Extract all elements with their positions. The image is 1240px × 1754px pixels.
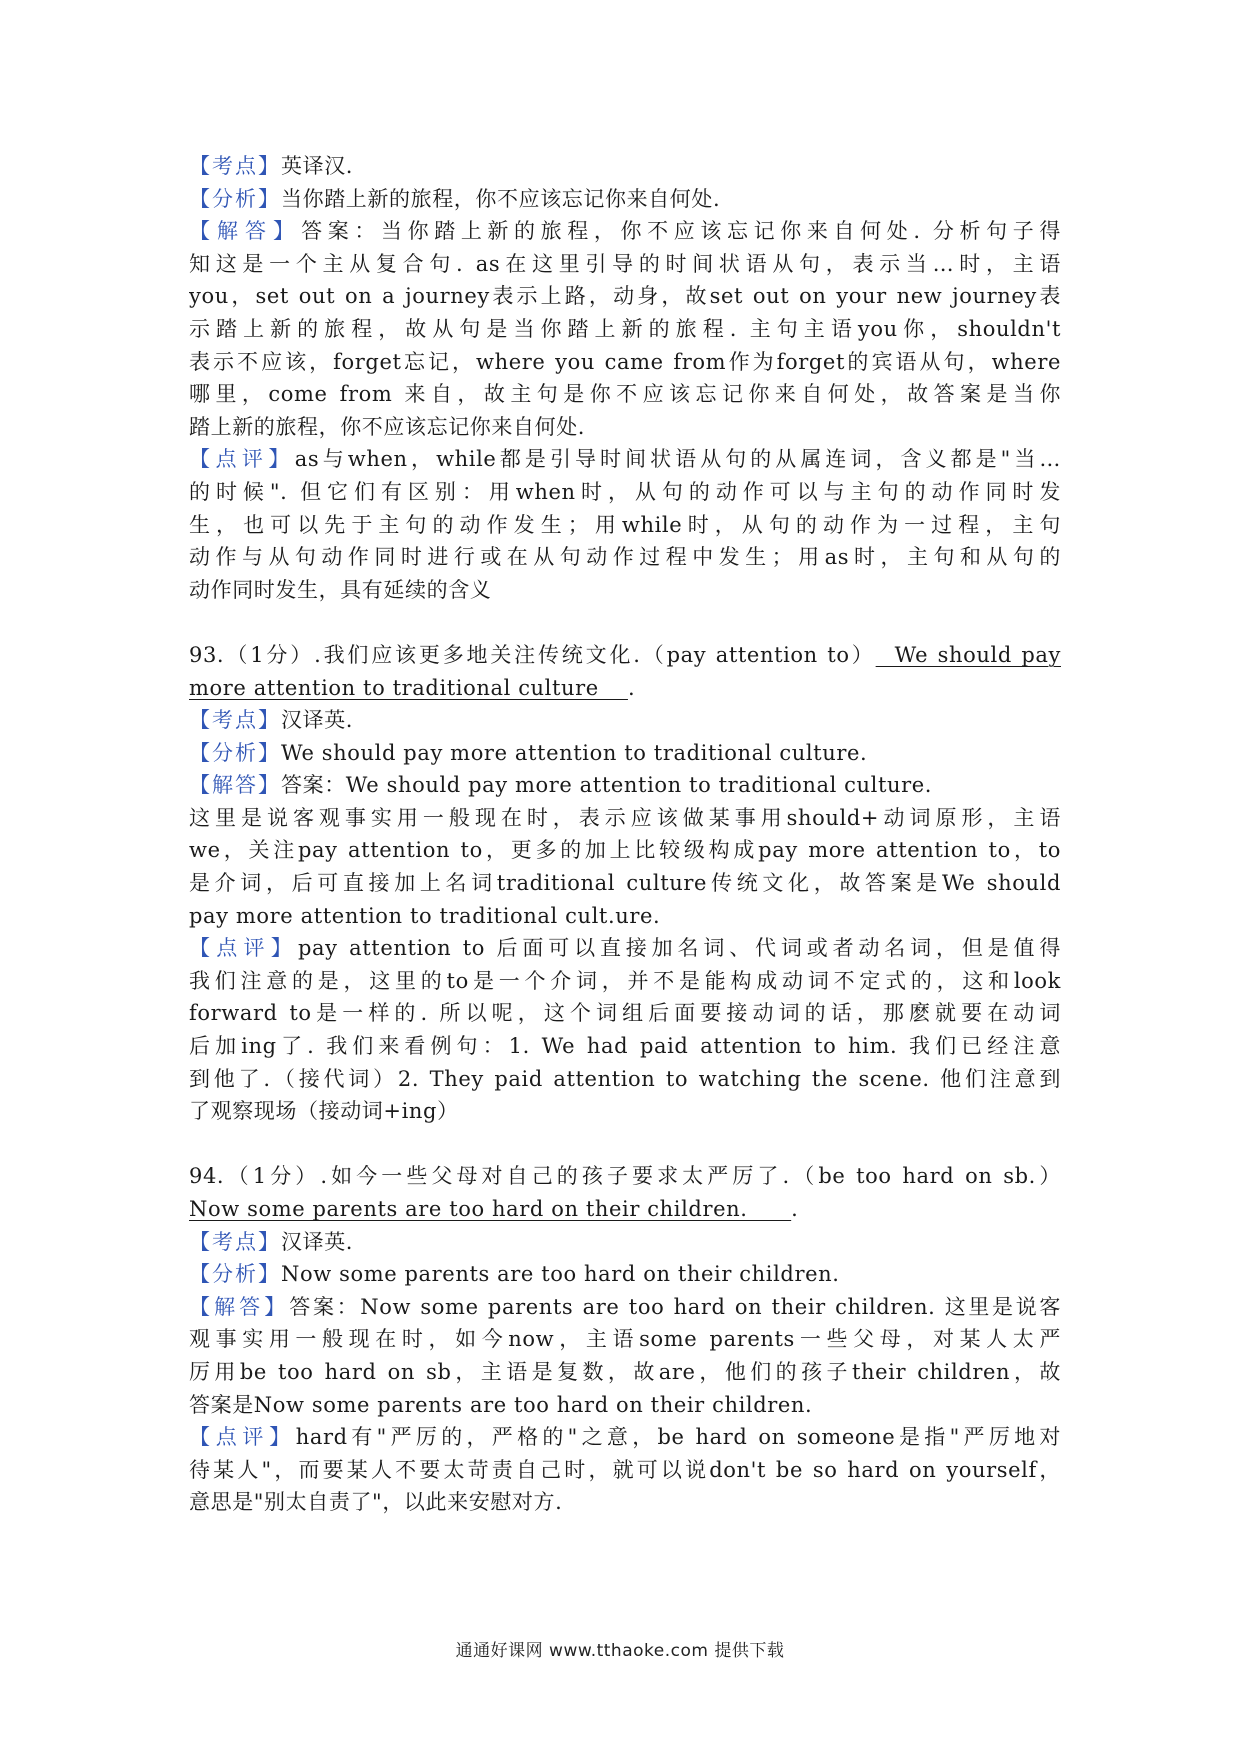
q92-jieda-line: 踏上新的旅程，你不应该忘记你来自何处. — [189, 414, 586, 439]
q92-jieda-line: 哪里，come from 来自，故主句是你不应该忘记你来自何处，故答案是当你 — [189, 382, 1061, 407]
kaodian-tag: 【考点】 — [189, 1229, 281, 1254]
jieda-tag: 【解答】 — [189, 773, 281, 798]
kaodian-text: 英译汉. — [281, 154, 354, 178]
section-gap — [189, 1128, 1061, 1161]
q93-jieda-line: 这里是说客观事实用一般现在时，表示应该做某事用should+动词原形，主语 — [189, 805, 1061, 830]
kaodian-tag: 【考点】 — [189, 708, 281, 733]
question-text: 93.（1分）.我们应该更多地关注传统文化.（pay attention to） — [189, 642, 876, 667]
page-footer: 通通好课网 www.tthaoke.com 提供下载 — [455, 1641, 785, 1661]
q93-fenxi-line — [189, 737, 1061, 770]
q93-dianping-line — [189, 932, 1061, 965]
q92-jieda-line — [189, 215, 1061, 248]
dianping-text: pay attention to 后面可以直接加名词、代词或者动名词，但是值得 — [298, 936, 1061, 961]
q93-dianping-line: 后加ing了. 我们来看例句：1. We had paid attention to him. 我们已经注意 — [189, 1034, 1061, 1059]
kaodian-text: 汉译英. — [281, 1229, 354, 1254]
answer-text: Now some parents are too hard on their children. — [189, 1197, 792, 1221]
q92-dianping-line: 的时候". 但它们有区别：用when时，从句的动作可以与主句的动作同时发 — [189, 479, 1061, 504]
q93-dianping-line: 到他了.（接代词）2. They paid attention to watching the scene. 他们注意到 — [189, 1066, 1061, 1091]
q92-dianping-line — [189, 443, 1061, 476]
kaodian-tag: 【考点】 — [189, 154, 281, 178]
q93-dianping-line: 了观察现场（接动词+ing） — [189, 1099, 459, 1124]
jieda-tag: 【解答】 — [189, 219, 302, 244]
q92-jieda-line: 知这是一个主从复合句. as在这里引导的时间状语从句，表示当…时，主语 — [189, 251, 1061, 276]
fenxi-text: 当你踏上新的旅程，你不应该忘记你来自何处. — [281, 186, 721, 211]
q94-question-line: 94.（1分）.如今一些父母对自己的孩子要求太严厉了.（be too hard on sb.） — [189, 1164, 1061, 1189]
answer-text: more attention to traditional culture — [189, 675, 628, 700]
fenxi-text: We should pay more attention to traditional culture. — [281, 740, 868, 765]
q93-answer-line — [189, 672, 1061, 705]
fenxi-tag: 【分析】 — [189, 186, 281, 211]
q92-jieda-line: 表示不应该，forget忘记，where you came from作为forget的宾语从句，where — [189, 349, 1061, 374]
kaodian-text: 汉译英. — [281, 708, 354, 733]
q94-dianping-line: 意思是"别太自责了"，以此来安慰对方. — [189, 1490, 563, 1515]
answer-end: . — [627, 675, 636, 700]
jieda-text: 答案：当你踏上新的旅程，你不应该忘记你来自何处. 分析句子得 — [301, 219, 1061, 244]
q92-jieda-line: you，set out on a journey表示上路，动身，故set out on your new journey表 — [189, 284, 1061, 309]
dianping-text: as与when，while都是引导时间状语从句的从属连词，含义都是"当… — [294, 447, 1061, 472]
q94-kaodian-line — [189, 1226, 1061, 1259]
q92-kaodian-line — [189, 150, 1061, 183]
answer-text: We should pay — [875, 642, 1061, 667]
document-body — [189, 150, 1061, 1519]
dianping-tag: 【点评】 — [189, 936, 298, 961]
q94-answer-line — [189, 1193, 1061, 1226]
dianping-tag: 【点评】 — [189, 1425, 296, 1450]
answer-end: . — [791, 1197, 799, 1221]
section-gap — [189, 606, 1061, 639]
dianping-text: hard有"严厉的，严格的"之意，be hard on someone是指"严厉地对 — [295, 1425, 1061, 1450]
dianping-tag: 【点评】 — [189, 447, 295, 472]
q94-jieda-line: 厉用be too hard on sb，主语是复数，故are，他们的孩子their children，故 — [189, 1359, 1061, 1384]
q94-jieda-line — [189, 1291, 1061, 1324]
fenxi-tag: 【分析】 — [189, 740, 281, 765]
q94-dianping-line — [189, 1421, 1061, 1454]
q94-fenxi-line — [189, 1258, 1061, 1291]
fenxi-text: Now some parents are too hard on their children. — [281, 1262, 840, 1287]
q93-question-line — [189, 639, 1061, 672]
q93-jieda-line: pay more attention to traditional cult.ure. — [189, 903, 661, 928]
q93-jieda-line — [189, 769, 1061, 802]
q94-dianping-line: 待某人"，而要某人不要太苛责自己时，就可以说don't be so hard on yourself， — [189, 1457, 1061, 1482]
jieda-text: 答案：Now some parents are too hard on their children. 这里是说客 — [289, 1294, 1061, 1319]
q92-dianping-line: 动作与从句动作同时进行或在从句动作过程中发生；用as时，主句和从句的 — [189, 545, 1061, 570]
q93-dianping-line: forward to是一样的. 所以呢，这个词组后面要接动词的话，那麽就要在动词 — [189, 1001, 1061, 1026]
q92-fenxi-line — [189, 183, 1061, 216]
fenxi-tag: 【分析】 — [189, 1262, 281, 1287]
q92-dianping-line: 生，也可以先于主句的动作发生；用while时，从句的动作为一过程，主句 — [189, 512, 1061, 537]
q93-dianping-line: 我们注意的是，这里的to是一个介词，并不是能构成动词不定式的，这和look — [189, 968, 1061, 993]
jieda-tag: 【解答】 — [189, 1294, 290, 1319]
q93-jieda-line: we，关注pay attention to，更多的加上比较级构成pay more attention to，to — [189, 838, 1061, 863]
q92-dianping-line: 动作同时发生，具有延续的含义 — [189, 577, 492, 602]
q93-kaodian-line — [189, 704, 1061, 737]
q93-jieda-line: 是介词，后可直接加上名词traditional culture传统文化，故答案是We should — [189, 871, 1061, 896]
jieda-text: 答案：We should pay more attention to traditional culture. — [281, 773, 933, 798]
q94-jieda-line: 观事实用一般现在时，如今now，主语some parents一些父母，对某人太严 — [189, 1327, 1061, 1352]
q92-jieda-line: 示踏上新的旅程，故从句是当你踏上新的旅程. 主句主语you你，shouldn't — [189, 316, 1061, 341]
q94-jieda-line: 答案是Now some parents are too hard on their children. — [189, 1392, 813, 1417]
